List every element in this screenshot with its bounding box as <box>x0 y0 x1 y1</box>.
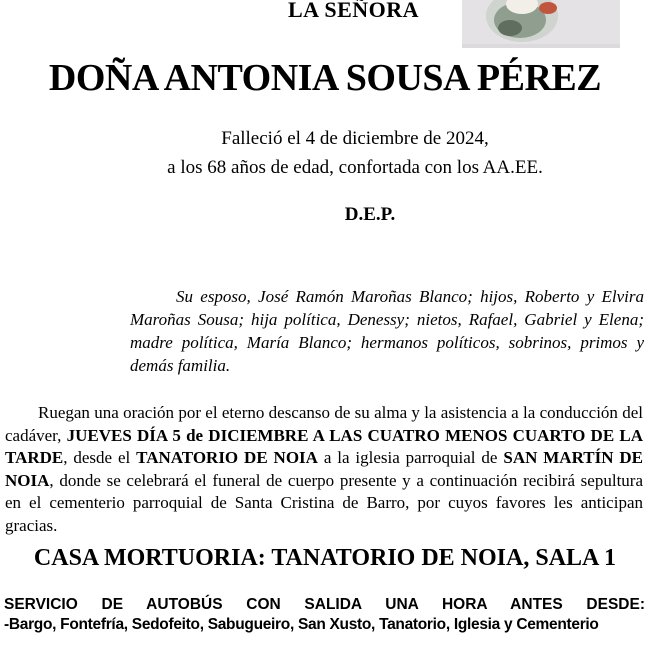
ceremony-datetime: JUEVES DÍA 5 de DICIEMBRE A LAS CUATRO MENOS CUARTO DE LA TARDE <box>5 425 643 467</box>
family-paragraph: Su esposo, José Ramón Maroñas Blanco; hijos, Roberto y Elvira Maroñas Sousa; hija política, Denessy; nietos, Rafael, Gabriel y Elena; madre política, María Blanco; hermanos políticos, sobrinos, primos y demás familia. <box>130 287 644 375</box>
death-date-line: Falleció el 4 de diciembre de 2024, <box>221 128 489 149</box>
church-name: SAN MARTÍN DE NOIA <box>5 448 643 490</box>
deceased-name: DOÑA ANTONIA SOUSA PÉREZ <box>48 57 602 99</box>
funeral-home-name: TANATORIO DE NOIA <box>136 448 318 467</box>
portrait-photo <box>462 0 620 48</box>
prayer-text-2: , desde el <box>63 448 137 467</box>
prayer-text-4: , donde se celebrará el funeral de cuerpo presente y a continuación recibirá sepultura en el cementerio parroquial de Santa Cristina de Barro, por cuyos favores les anticipan gracias. <box>5 470 643 535</box>
bus-service-heading: SERVICIO DE AUTOBÚS CON SALIDA UNA HORA ANTES DESDE: <box>4 596 645 613</box>
salutation: LA SEÑORA <box>288 0 420 22</box>
dep-label: D.E.P. <box>344 204 396 225</box>
bus-service-stops: -Bargo, Fontefría, Sedofeito, Sabugueiro, San Xusto, Tanatorio, Iglesia y Cementerio <box>4 616 599 633</box>
death-notice <box>0 124 650 182</box>
portrait-photo-image <box>462 0 620 48</box>
prayer-text-1: Ruegan una oración por el eterno descanso de su alma y la asistencia a la conducción del cadáver, <box>5 403 643 445</box>
death-age-line: a los 68 años de edad, confortada con los AA.EE. <box>167 157 543 178</box>
prayer-paragraph <box>5 402 643 537</box>
prayer-text-3: a la iglesia parroquial de <box>317 448 504 467</box>
casa-mortuoria: CASA MORTUORIA: TANATORIO DE NOIA, SALA 1 <box>33 545 617 571</box>
